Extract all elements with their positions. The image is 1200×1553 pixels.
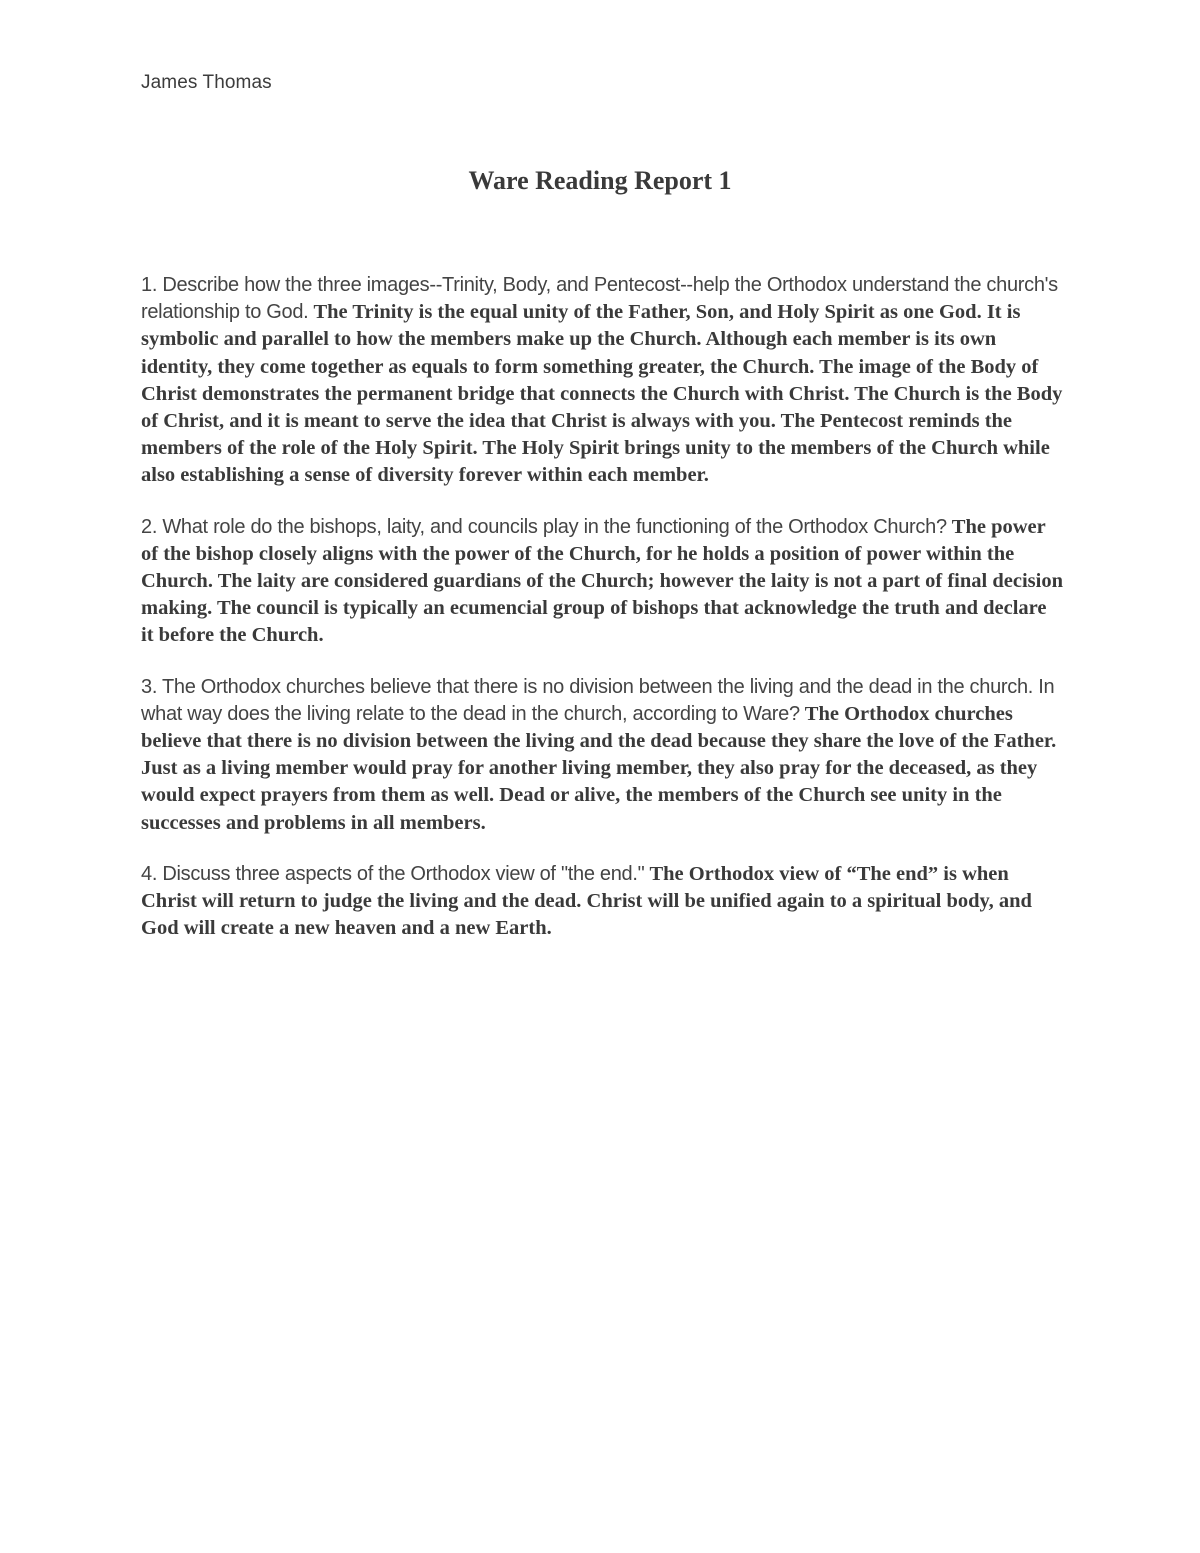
question-block-3 — [141, 674, 1063, 837]
answer-text: The power of the bishop closely aligns with the power of the Church, for he holds a position of power within the Church. The laity are considered guardians of the Church; however the laity is not a part of final decision making. The council is typically an ecumencial group of bishops that acknowledge the truth and declare it before the Church. — [141, 515, 1063, 647]
question-text: 2. What role do the bishops, laity, and councils play in the functioning of the Orthodox Church? — [141, 515, 947, 538]
document-body — [141, 272, 1063, 966]
answer-text: The Trinity is the equal unity of the Father, Son, and Holy Spirit as one God. It is symbolic and parallel to how the members make up the Church. Although each member is its own identity, they come together as equals to form something greater, the Church. The image of the Body of Christ demonstrates the permanent bridge that connects the Church with Christ. The Church is the Body of Christ, and it is meant to serve the idea that Christ is always with you. The Pentecost reminds the members of the role of the Holy Spirit. The Holy Spirit brings unity to the members of the Church while also establishing a sense of diversity forever within each member. — [141, 301, 1063, 487]
question-block-4 — [141, 861, 1063, 943]
question-block-2 — [141, 514, 1063, 650]
question-text: 3. The Orthodox churches believe that there is no division between the living and the dead in the church. In what way does the living relate to the dead in the church, according to Ware? — [141, 675, 1055, 725]
question-block-1 — [141, 272, 1063, 490]
question-text: 1. Describe how the three images--Trinity, Body, and Pentecost--help the Orthodox understand the church's relationship to God. — [141, 274, 1058, 324]
question-text: 4. Discuss three aspects of the Orthodox view of "the end." — [141, 862, 645, 885]
document-title: Ware Reading Report 1 — [468, 166, 732, 195]
answer-text: The Orthodox churches believe that there is no division between the living and the dead because they share the love of the Father. Just as a living member would pray for another living member, they also pray for the deceased, as they would expect prayers from them as well. Dead or alive, the members of the Church see unity in the successes and problems in all members. — [141, 702, 1057, 834]
author-name: James Thomas — [141, 72, 272, 93]
answer-text: The Orthodox view of “The end” is when Christ will return to judge the living and the dead. Christ will be unified again to a spiritual body, and God will create a new heaven and a new Earth. — [141, 862, 1032, 940]
